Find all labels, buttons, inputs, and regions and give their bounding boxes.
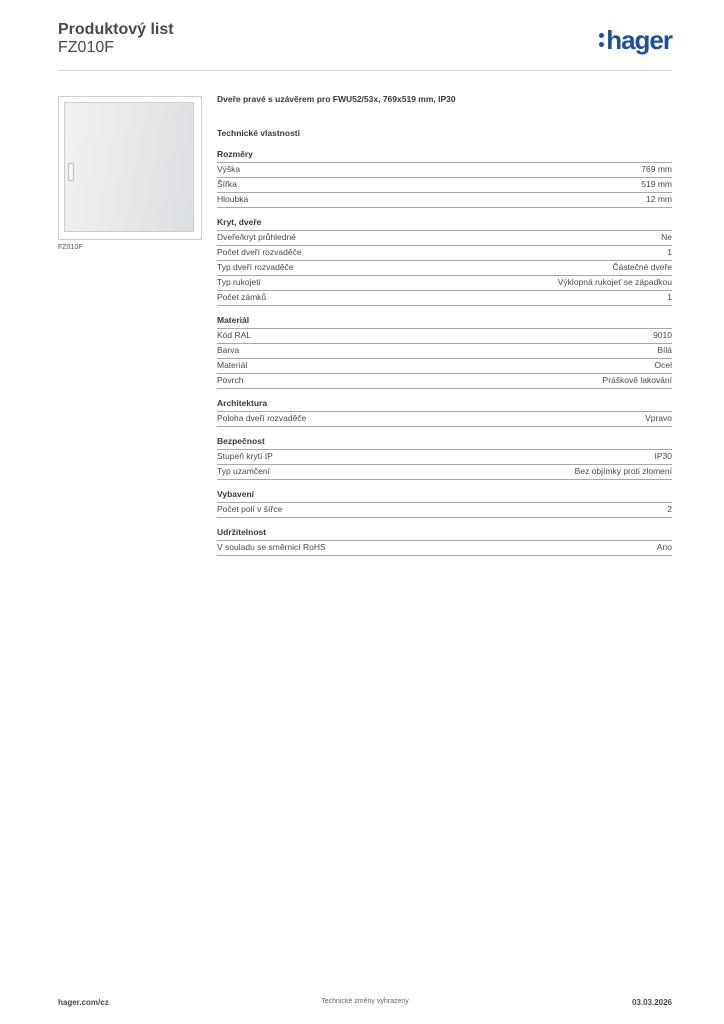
product-image bbox=[58, 96, 202, 240]
spec-value: Ano bbox=[656, 542, 672, 552]
door-handle-icon bbox=[68, 163, 74, 181]
spec-value: 1 bbox=[667, 247, 672, 257]
spec-section bbox=[217, 315, 672, 389]
spec-value: Ocel bbox=[654, 360, 672, 370]
spec-label: Hloubka bbox=[217, 194, 249, 204]
spec-section bbox=[217, 489, 672, 518]
spec-label: Stupeň krytí IP bbox=[217, 451, 273, 461]
spec-value: Ne bbox=[661, 232, 672, 242]
spec-value: Práškově lakování bbox=[602, 375, 672, 385]
spec-section bbox=[217, 217, 672, 306]
document-title: Produktový list bbox=[58, 21, 174, 38]
product-description: Dveře pravé s uzávěrem pro FWU52/53x, 769x519 mm, IP30 bbox=[217, 94, 456, 104]
section-title: Vybavení bbox=[217, 489, 672, 503]
footer-date: 03.03.2026 bbox=[631, 998, 672, 1007]
spec-section bbox=[217, 149, 672, 208]
spec-value: Částečné dveře bbox=[612, 262, 672, 272]
spec-sections bbox=[217, 149, 672, 556]
spec-row bbox=[217, 465, 672, 480]
section-title: Materiál bbox=[217, 315, 672, 329]
spec-row bbox=[217, 178, 672, 193]
footer-website: hager.com/cz bbox=[58, 998, 109, 1007]
spec-label: Dveře/kryt průhledné bbox=[217, 232, 296, 242]
spec-row bbox=[217, 541, 672, 556]
spec-value: 2 bbox=[667, 504, 672, 514]
spec-label: Poloha dveří rozvaděče bbox=[217, 413, 307, 423]
spec-value: 12 mm bbox=[646, 194, 672, 204]
spec-row bbox=[217, 291, 672, 306]
technical-properties-title: Technické vlastnosti bbox=[217, 128, 300, 138]
spec-label: Povrch bbox=[217, 375, 244, 385]
spec-row bbox=[217, 246, 672, 261]
spec-label: Kód RAL bbox=[217, 330, 252, 340]
spec-row bbox=[217, 503, 672, 518]
section-title: Rozměry bbox=[217, 149, 672, 163]
section-title: Udržitelnost bbox=[217, 527, 672, 541]
spec-section bbox=[217, 436, 672, 480]
spec-section bbox=[217, 398, 672, 427]
spec-row bbox=[217, 261, 672, 276]
logo-text: hager bbox=[606, 25, 672, 55]
spec-label: Typ rukojeti bbox=[217, 277, 261, 287]
footer-notice: Technické změny vyhrazeny bbox=[321, 998, 409, 1005]
spec-label: Materiál bbox=[217, 360, 248, 370]
spec-label: Typ uzamčení bbox=[217, 466, 270, 476]
product-code: FZ010F bbox=[58, 39, 115, 56]
spec-row bbox=[217, 276, 672, 291]
spec-row bbox=[217, 231, 672, 246]
spec-label: V souladu se směrnicí RoHS bbox=[217, 542, 326, 552]
spec-value: IP30 bbox=[654, 451, 672, 461]
spec-row bbox=[217, 329, 672, 344]
header-divider bbox=[58, 70, 672, 71]
spec-row bbox=[217, 374, 672, 389]
product-details bbox=[217, 94, 672, 556]
spec-value: Bílá bbox=[657, 345, 672, 355]
section-title: Kryt, dveře bbox=[217, 217, 672, 231]
spec-row bbox=[217, 450, 672, 465]
logo-dots-icon bbox=[599, 33, 604, 47]
spec-value: 769 mm bbox=[641, 164, 672, 174]
page-header bbox=[58, 21, 672, 71]
spec-value: Vpravo bbox=[645, 413, 672, 423]
spec-row bbox=[217, 359, 672, 374]
spec-row bbox=[217, 344, 672, 359]
spec-value: Bez objímky proti zlomení bbox=[574, 466, 672, 476]
section-title: Bezpečnost bbox=[217, 436, 672, 450]
spec-label: Barva bbox=[217, 345, 240, 355]
spec-label: Šířka bbox=[217, 179, 237, 189]
hager-logo bbox=[599, 27, 672, 53]
spec-value: 9010 bbox=[653, 330, 672, 340]
spec-row bbox=[217, 412, 672, 427]
section-title: Architektura bbox=[217, 398, 672, 412]
spec-value: 1 bbox=[667, 292, 672, 302]
door-panel-illustration bbox=[64, 102, 194, 232]
spec-label: Počet zámků bbox=[217, 292, 267, 302]
spec-label: Výška bbox=[217, 164, 241, 174]
spec-section bbox=[217, 527, 672, 556]
spec-label: Typ dveří rozvaděče bbox=[217, 262, 294, 272]
spec-value: 519 mm bbox=[641, 179, 672, 189]
spec-row bbox=[217, 163, 672, 178]
spec-row bbox=[217, 193, 672, 208]
spec-value: Výklopná rukojeť se západkou bbox=[557, 277, 672, 287]
image-caption: FZ010F bbox=[58, 244, 83, 251]
spec-label: Počet polí v šířce bbox=[217, 504, 283, 514]
spec-label: Počet dveří rozvaděče bbox=[217, 247, 302, 257]
